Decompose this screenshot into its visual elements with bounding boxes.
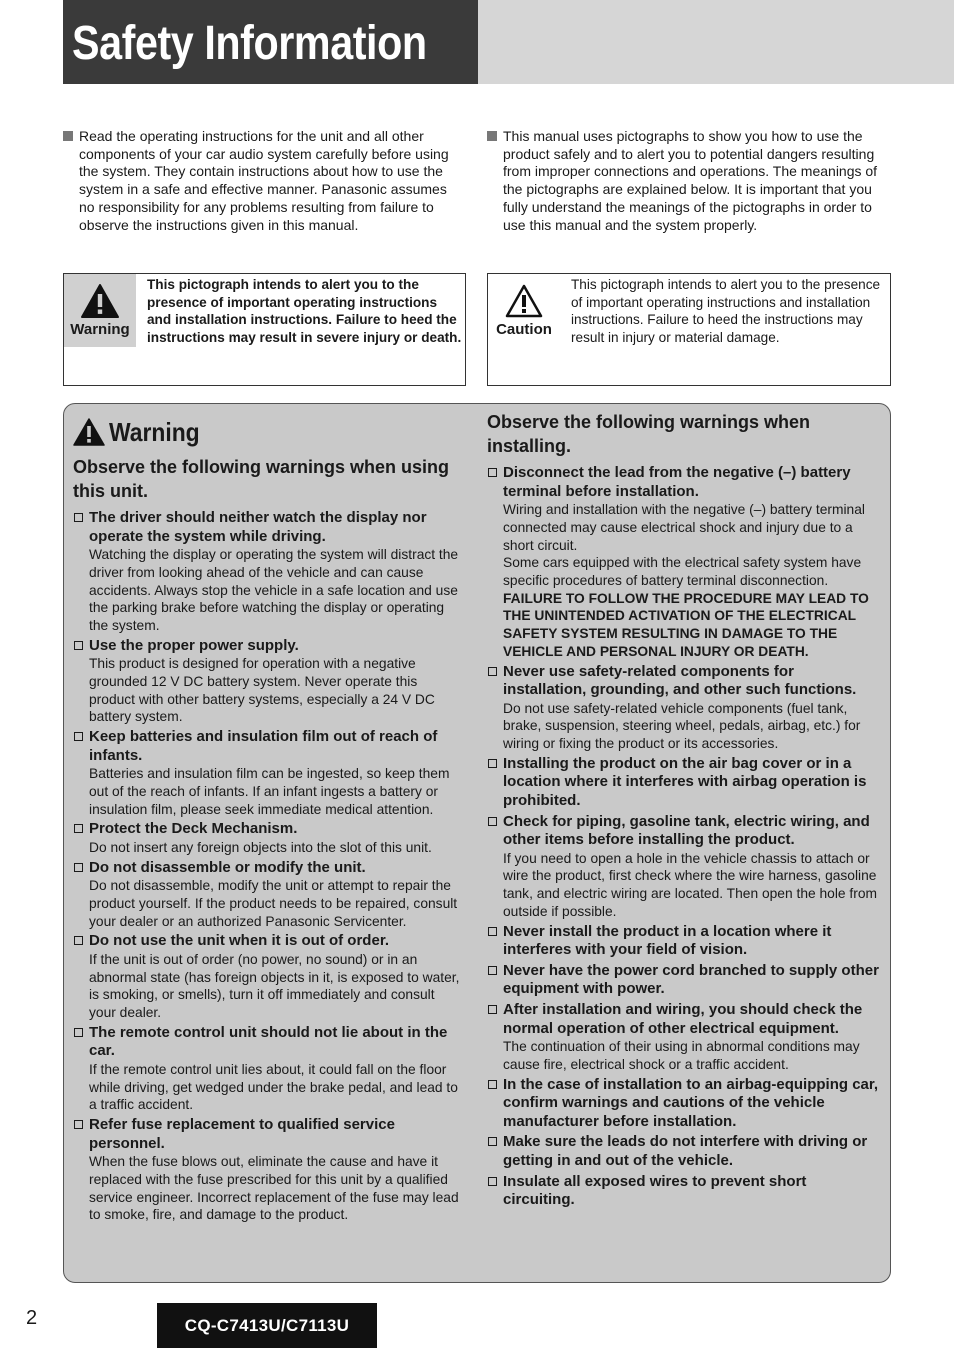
intro-right-text: This manual uses pictographs to show you how to use the product safely and to alert you to potential dangers resulting from improper connections and operations. The meanings of the pictographs are explained below. It is important that you fully understand the meanings of the pictographs in order to use this manual and the system properly. <box>503 128 878 233</box>
list-item <box>73 1024 465 1114</box>
list-item <box>73 1116 465 1224</box>
item-body: If the remote control unit lies about, it could fall on the floor while driving, get wedged under the brake pedal, and lead to a traffic accident. <box>89 1062 458 1113</box>
item-body: Watching the display or operating the system will distract the driver from looking ahead of the vehicle and can cause accidents. Always stop the vehicle in a safe location and use the parking brake before watching the display or operating the system. <box>89 547 459 633</box>
page-number: 2 <box>26 1307 38 1329</box>
checkbox-bullet-icon <box>74 1028 83 1037</box>
checkbox-bullet-icon <box>488 1080 497 1089</box>
checkbox-bullet-icon <box>74 732 83 741</box>
square-bullet-icon <box>487 131 497 141</box>
item-body: When the fuse blows out, eliminate the cause and have it replaced with the fuse prescribed for this unit by a qualified service engineer. Incorrect replacement of the fuse may lead to smoke, fire, and damage to the product. <box>89 1154 459 1223</box>
item-title: After installation and wiring, you should check the normal operation of other electrical equipment. <box>503 1000 863 1037</box>
item-body: This product is designed for operation with a negative grounded 12 V DC battery system. Never operate this product with other battery systems, especially a 24 V DC battery system. <box>89 656 435 725</box>
list-item <box>487 755 879 811</box>
intro-left-text: Read the operating instructions for the unit and all other components of your car audio system carefully before using the system. They contain instructions about how to use the system in a safe and effective manner. Panasonic assumes no responsibility for any problems resulting from failure to observe the instructions given in this manual. <box>79 128 449 233</box>
warning-section-heading <box>73 415 465 449</box>
checkbox-bullet-icon <box>488 966 497 975</box>
caution-pictograph-label: Caution <box>496 321 552 338</box>
checkbox-bullet-icon <box>488 759 497 768</box>
checkbox-bullet-icon <box>488 667 497 676</box>
item-title: Never use safety-related components for installation, grounding, and other such functions. <box>503 662 857 699</box>
checkbox-bullet-icon <box>74 824 83 833</box>
list-item <box>487 962 879 999</box>
item-caps-warning: FAILURE TO FOLLOW THE PROCEDURE MAY LEAD TO THE UNINTENDED ACTIVATION OF THE ELECTRICAL SAFETY SYSTEM RESULTING IN DAMAGE TO THE VEHICLE AND PERSONAL INJURY OR DEATH. <box>503 590 869 659</box>
list-item <box>487 464 879 661</box>
item-body: Do not insert any foreign objects into the slot of this unit. <box>89 840 432 855</box>
intro-left <box>63 128 463 234</box>
checkbox-bullet-icon <box>488 817 497 826</box>
checkbox-bullet-icon <box>488 927 497 936</box>
item-body: The continuation of their using in abnormal conditions may cause fire, electrical shock or a traffic accident. <box>503 1039 860 1072</box>
item-body: Do not disassemble, modify the unit or attempt to repair the product yourself. If the product needs to be repaired, consult your dealer or an authorized Panasonic Servicenter. <box>89 878 458 929</box>
checkbox-bullet-icon <box>74 936 83 945</box>
caution-pictograph-box <box>487 273 891 386</box>
warning-pictograph-cell <box>64 274 136 347</box>
checkbox-bullet-icon <box>488 468 497 477</box>
item-title: Installing the product on the air bag cover or in a location where it interferes with airbag operation is prohibited. <box>503 754 867 809</box>
list-item <box>487 1076 879 1132</box>
checkbox-bullet-icon <box>74 863 83 872</box>
item-title: Never install the product in a location where it interferes with your field of vision. <box>503 922 832 959</box>
warning-pictograph-box <box>63 273 466 386</box>
checkbox-bullet-icon <box>488 1177 497 1186</box>
item-title: Never have the power cord branched to supply other equipment with power. <box>503 961 879 998</box>
item-title: Refer fuse replacement to qualified service personnel. <box>89 1116 395 1152</box>
item-title: The driver should neither watch the display nor operate the system while driving. <box>89 509 427 545</box>
list-item <box>487 1133 879 1170</box>
list-item <box>73 728 465 818</box>
page-title: Safety Information <box>72 17 427 70</box>
list-item <box>487 1001 879 1074</box>
list-item <box>487 1173 879 1210</box>
item-body: If the unit is out of order (no power, no sound) or in an abnormal state (has foreign objects in it, is exposed to water, is smoking, or smells), turn it off immediately and consult your dealer. <box>89 952 460 1021</box>
item-title: Keep batteries and insulation film out of reach of infants. <box>89 728 438 764</box>
warning-triangle-icon <box>73 418 105 446</box>
item-title: Use the proper power supply. <box>89 636 299 654</box>
checkbox-bullet-icon <box>488 1005 497 1014</box>
model-badge <box>157 1303 377 1348</box>
list-item <box>73 509 465 635</box>
header-band <box>478 0 954 84</box>
item-body: If you need to open a hole in the vehicle chassis to attach or wire the product, first check where the wire harness, gasoline tank, and electric wiring are located. Then open the hole from outside if possible. <box>503 850 878 919</box>
warning-pictograph-label: Warning <box>70 321 130 338</box>
using-heading: Observe the following warnings when using this unit. <box>73 457 450 501</box>
checkbox-bullet-icon <box>74 513 83 522</box>
item-title: Do not use the unit when it is out of order. <box>89 932 389 950</box>
item-title: Disconnect the lead from the negative (–) battery terminal before installation. <box>503 464 851 500</box>
item-title: Protect the Deck Mechanism. <box>89 820 298 838</box>
warnings-installing-column <box>487 410 879 1212</box>
caution-pictograph-cell <box>488 274 560 347</box>
item-title: In the case of installation to an airbag-equipping car, confirm warnings and cautions of the vehicle manufacturer before installation. <box>503 1075 879 1130</box>
checkbox-bullet-icon <box>74 1120 83 1129</box>
item-body: Some cars equipped with the electrical safety system have specific procedures of battery terminal disconnection. <box>503 555 862 588</box>
caution-triangle-icon <box>504 283 544 319</box>
installing-heading: Observe the following warnings when installing. <box>487 412 811 456</box>
square-bullet-icon <box>63 131 73 141</box>
list-item <box>73 932 465 1021</box>
checkbox-bullet-icon <box>488 1137 497 1146</box>
item-body: Wiring and installation with the negative (–) battery terminal connected may cause electrical shock and injury due to a short circuit. <box>503 502 865 553</box>
warning-section-title: Warning <box>109 416 200 447</box>
warning-pictograph-text: This pictograph intends to alert you to the presence of important operating instructions and installation instructions. Failure to heed the instructions may result in severe injury or death. <box>147 277 462 345</box>
intro-right <box>487 128 895 234</box>
list-item <box>73 859 465 931</box>
list-item <box>487 813 879 921</box>
checkbox-bullet-icon <box>74 641 83 650</box>
item-body: Batteries and insulation film can be ingested, so keep them out of the reach of infants. If an infant ingests a battery or insulation film, please seek immediate medical attention. <box>89 766 450 817</box>
list-item <box>73 820 465 856</box>
item-title: Insulate all exposed wires to prevent short circuiting. <box>503 1172 807 1209</box>
item-title: Make sure the leads do not interfere with driving or getting in and out of the vehicle. <box>503 1133 868 1169</box>
warning-triangle-icon <box>80 283 120 319</box>
caution-pictograph-text: This pictograph intends to alert you to the presence of important operating instructions and installation instructions. Failure to heed the instructions may result in injury or material damage. <box>571 277 881 345</box>
list-item <box>487 923 879 960</box>
item-body: Do not use safety-related vehicle components (fuel tank, brake, suspension, steering wheel, pedals, airbag, etc.) for wiring or fixing the product or its accessories. <box>503 700 861 752</box>
model-number: CQ-C7413U/C7113U <box>184 1315 350 1335</box>
list-item <box>487 663 879 753</box>
item-title: Check for piping, gasoline tank, electric wiring, and other items before installing the product. <box>503 812 870 849</box>
item-title: Do not disassemble or modify the unit. <box>89 858 366 876</box>
warnings-using-column <box>73 415 465 1226</box>
list-item <box>73 637 465 726</box>
item-title: The remote control unit should not lie about in the car. <box>89 1023 448 1060</box>
